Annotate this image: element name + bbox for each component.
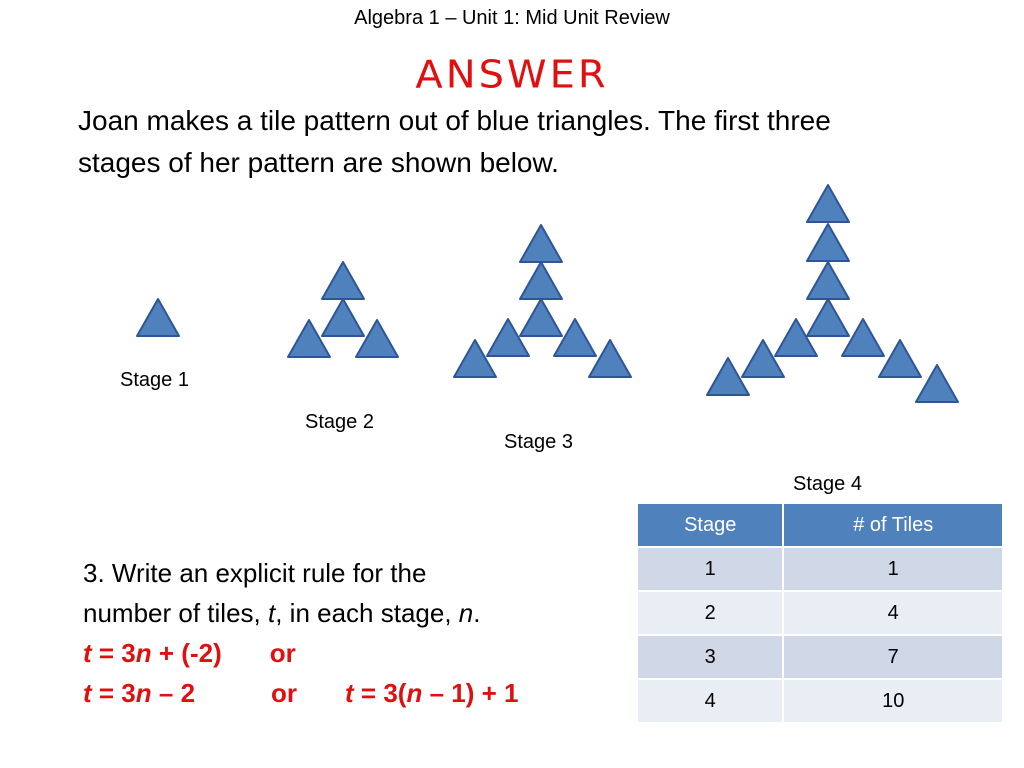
stage-3-triangle <box>487 319 529 356</box>
intro-line-1: Joan makes a tile pattern out of blue triangles. The first three <box>78 105 831 136</box>
cell-stage: 3 <box>638 635 783 679</box>
stage-2-triangle <box>322 299 364 336</box>
stage-4-triangles <box>707 185 958 402</box>
question-text-a: number of tiles, <box>83 598 268 628</box>
table-header-row <box>638 504 1002 547</box>
table-row <box>638 679 1002 722</box>
page-header: Algebra 1 – Unit 1: Mid Unit Review <box>354 7 670 29</box>
stage-4-triangle <box>742 340 784 377</box>
answer-n: n <box>135 638 152 668</box>
stage-3-triangle <box>454 340 496 377</box>
stage-3-triangle <box>554 319 596 356</box>
cell-tiles: 1 <box>783 547 1002 591</box>
question-text-b: , in each stage, <box>275 598 459 628</box>
stage-3-label: Stage 3 <box>504 431 573 453</box>
stage-3-triangle <box>520 299 562 336</box>
variable-t: t <box>267 598 276 628</box>
stage-2-triangle <box>288 320 330 357</box>
stage-4-triangle <box>807 185 849 222</box>
stage-1-label: Stage 1 <box>120 369 189 391</box>
stage-2-triangle <box>356 320 398 357</box>
stage-2-triangles <box>288 262 398 357</box>
answer-line-1 <box>83 633 603 673</box>
table-row <box>638 591 1002 635</box>
answer-line-2 <box>83 673 603 713</box>
answer-t: t <box>83 678 92 708</box>
answer-rest: – 2 <box>151 678 196 708</box>
answer-rest: + (-2) <box>151 638 222 668</box>
tiles-table <box>638 504 1002 722</box>
column-header-stage: Stage <box>638 504 783 547</box>
question-line-2 <box>83 593 603 633</box>
answer-alt-t: t <box>345 678 354 708</box>
stage-3-triangle <box>589 340 631 377</box>
stage-1-triangles <box>137 299 179 336</box>
question-text-c: . <box>473 598 481 628</box>
cell-tiles: 7 <box>783 635 1002 679</box>
answer-eq: = 3 <box>91 638 136 668</box>
stage-4-triangle <box>916 365 958 402</box>
stage-4-triangle <box>775 319 817 356</box>
stage-4-triangle <box>842 319 884 356</box>
cell-stage: 4 <box>638 679 783 722</box>
answer-alt-eq: = 3( <box>353 678 407 708</box>
variable-n: n <box>458 598 474 628</box>
answer-heading: ANSWER <box>415 53 609 97</box>
cell-tiles: 10 <box>783 679 1002 722</box>
answer-or: or <box>271 678 298 708</box>
cell-stage: 2 <box>638 591 783 635</box>
answer-or: or <box>269 638 296 668</box>
stage-3-triangles <box>454 225 631 377</box>
answer-eq: = 3 <box>91 678 136 708</box>
stage-4-triangle <box>807 262 849 299</box>
question-block <box>83 553 603 713</box>
cell-stage: 1 <box>638 547 783 591</box>
table-row <box>638 547 1002 591</box>
stage-2-label: Stage 2 <box>305 411 374 433</box>
table-row <box>638 635 1002 679</box>
stage-3-triangle <box>520 262 562 299</box>
answer-alt-rest: – 1) + 1 <box>422 678 519 708</box>
question-line-1: 3. Write an explicit rule for the <box>83 558 427 588</box>
column-header-tiles: # of Tiles <box>783 504 1002 547</box>
answer-alt-n: n <box>406 678 423 708</box>
stage-2-triangle <box>322 262 364 299</box>
stage-4-triangle <box>807 224 849 261</box>
answer-t: t <box>83 638 92 668</box>
intro-line-2: stages of her pattern are shown below. <box>78 147 559 178</box>
answer-n: n <box>135 678 152 708</box>
stage-4-triangle <box>807 299 849 336</box>
stage-1-triangle <box>137 299 179 336</box>
stage-4-triangle <box>879 340 921 377</box>
stage-4-label: Stage 4 <box>793 473 862 495</box>
cell-tiles: 4 <box>783 591 1002 635</box>
stage-3-triangle <box>520 225 562 262</box>
